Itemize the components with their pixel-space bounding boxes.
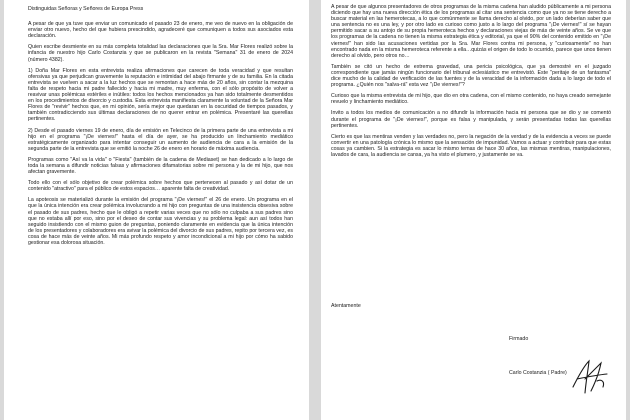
paragraph-intro: A pesar de que ya tuve que enviar un comunicado el pasado 23 de enero, me veo de nuevo en la obligación de enviar otro nuevo, hecho del que hubiera prescindido, agradeceré que comuniquen a todos sus asociados esta declaración. bbox=[28, 21, 293, 40]
paragraph-invitation: Invito a todos los medios de comunicación a no difundir la información hacia mi persona que se dio y se comentó durante el programa de "¡De viernes!", porque es falsa y manipulada, y serán presentadas todas las querellas pertinentes. bbox=[331, 110, 611, 129]
paragraph-point-2: 2) Desde el pasado viernes 19 de enero, día de emisión en Telecinco de la primera parte de una entrevista a mi hijo en el programa "¡De viernes!" hasta el día de ayer, se ha producido un linchamiento mediático estratégicamente organizado para intentar conseguir un aumento de audiencia de cara a la emisión de la segunda parte de la entrevista que se emitió la noche 26 de enero en horario de máxima audiencia. bbox=[28, 127, 293, 152]
letter-page-1 bbox=[4, 0, 309, 420]
paragraph-objective: Todo ello con el sólo objetivo de crear polémica sobre hechos que pertenecen al pasado y así dotar de un contenido "atractivo" para el público de estos espacios… aparente falta de creatividad. bbox=[28, 180, 293, 193]
paragraph-psychological-report: También se citó un hecho de extrema gravedad, una pericia psicológica, que ya demostré en el juzgado correspondiente que jamás ningún funcionario del tribunal eclesiástico me entrevistó. Este "peritaje de un fantasma" dice mucho de la calidad de verificación de las fuentes y de la veracidad de la información dada a lo largo de todo el programa. ¿Quién nos "salva-rá" esta vez "¡De viernes!"? bbox=[331, 63, 611, 89]
paragraph-programs: Programas como "Así va la vida" o "Fiesta" (también de la cadena de Mediaset) se han dedicado a lo largo de toda la semana a difundir noticias falsas y afirmaciones difamatorias sobre mi persona y la de mi hijo, que nos afectan gravemente. bbox=[28, 156, 293, 176]
letter-page-2 bbox=[321, 0, 626, 420]
page-1-body bbox=[28, 6, 293, 251]
paragraph-denial: Quien escribe desmiente en su más completa totalidad las declaraciones que la Sra. Mar Flores realizó sobre la infancia de nuestro hijo Carlo Costanzia y que se publicaron en la revista "Semana" 31 de enero de 2024 (número 4382). bbox=[28, 44, 293, 63]
signer-name: Carlo Costanzia ( Padre) bbox=[509, 370, 567, 376]
paragraph-apotheosis: La apoteosis se materializó durante la emisión del programa "¡De viernes!" el 26 de enero. Un programa en el que la única intención era crear polémica involucrando a mi hijo con preguntas de una insistencia obsesiva sobre el pasado de sus padres, hecho que le obligó a repetir varias veces que no sólo no culpaba a sus padres sino que no estaba allí por eso, sino por el deseo de contar sus vivencias y su problema legal: aun así todos han seguido insistiendo con el mismo guion de preguntas, poniendo claramente en evidencia que la única intención de los presentadores y colaboradores era avivar la polémica del divorcio de sus padres, repito por tercera vez, es cosa de hace más de veinte años. Mi más profundo respeto y amor incondicional a mi hijo por cómo ha sabido gestionar esa dolorosa situación. bbox=[28, 197, 293, 246]
paragraph-hemeroteca: A pesar de que algunos presentadores de otros programas de la misma cadena han aludido públicamente a mi persona diciendo que hay una nueva dirección ética de los programas al citar una sentencia como que ya no se tiene derecho a buscar material en las hemerotecas, a lo que comúnmente se llama derecho al olvido, por un lado deberían saber que una sentencia no es una ley, y por otro lado es curioso como justo a lo largo del programa "¡De viernes!" sí se hayan permitido sacar a su antojo de su propia hemeroteca hechos y declaraciones viejas de más de veinte años. Se ve que los programas de la cadena no tienen la misma estrategia ética y editorial, ya que el 90% del contenido emitido en "¡De viernes!" han sido las acusaciones vertidas por la Sra. Mar Flores contra mi persona, y "curiosamente" no han encontrado nada en la misma hemeroteca referente a ella…quizás el origen de todo lo ocurrido, parece que unos tienen derecho al olvido, pero otros no… bbox=[331, 4, 611, 59]
greeting: Distinguidas Señoras y Señores de Europa Press bbox=[28, 6, 144, 12]
paragraph-point-1: 1) Doña Mar Flores en esta entrevista realiza afirmaciones que carecen de toda veracidad y que resultan ofensivas ya que perjudican gravemente la reputación e intimidad del abajo firmante y de su familia. En la citada entrevista se vuelven a sacar a la luz hechos que se remontan a hace más de 20 años, sin contar la mezquina falta de respeto hacia mi padre fallecido y hacia mi madre, muy enferma, con el sólo propósito de volver a reavivar unas polémicas estériles e inútiles: todos los hechos mencionados ya han sido totalmente desmentidos en los procedimientos de divorcio y custodia. Esta entrevista manifiesta claramente la voluntad de la Señora Mar Flores de "revivir" hechos que, en mi opinión, sería mejor que quedaran en la oscuridad de tiempos pasados, y también contradicciendo sus últimas declaraciones de no querer entrar en polémica. Presentaré las querellas pertinentes. bbox=[28, 67, 293, 123]
page-2-body bbox=[331, 4, 611, 163]
closing-text: Atentamente bbox=[331, 303, 361, 309]
paragraph-other-channel: Curioso que la misma entrevista de mi hijo, que dio en otra cadena, con el mismo contenido, no haya creado semejante revuelo y linchamiento mediático. bbox=[331, 93, 611, 106]
paragraph-truth: Cierto es que las mentiras venden y las verdades no, pero la negación de la verdad y de la evidencia a veces se puede convertir en una patología crónica lo mismo que la sensación de impunidad. Vamos a actuar y contribuir para que estas cosas ya cambien. Si la estrategia es sacar lo mismo temas de hace 30 años, las mismas mentiras, manipulaciones, lavados de cara, la audiencia se cansa, ya ha visto el plumero, y justamente se va. bbox=[331, 133, 611, 158]
handwritten-signature bbox=[569, 357, 611, 397]
signed-label: Firmado bbox=[509, 336, 529, 342]
